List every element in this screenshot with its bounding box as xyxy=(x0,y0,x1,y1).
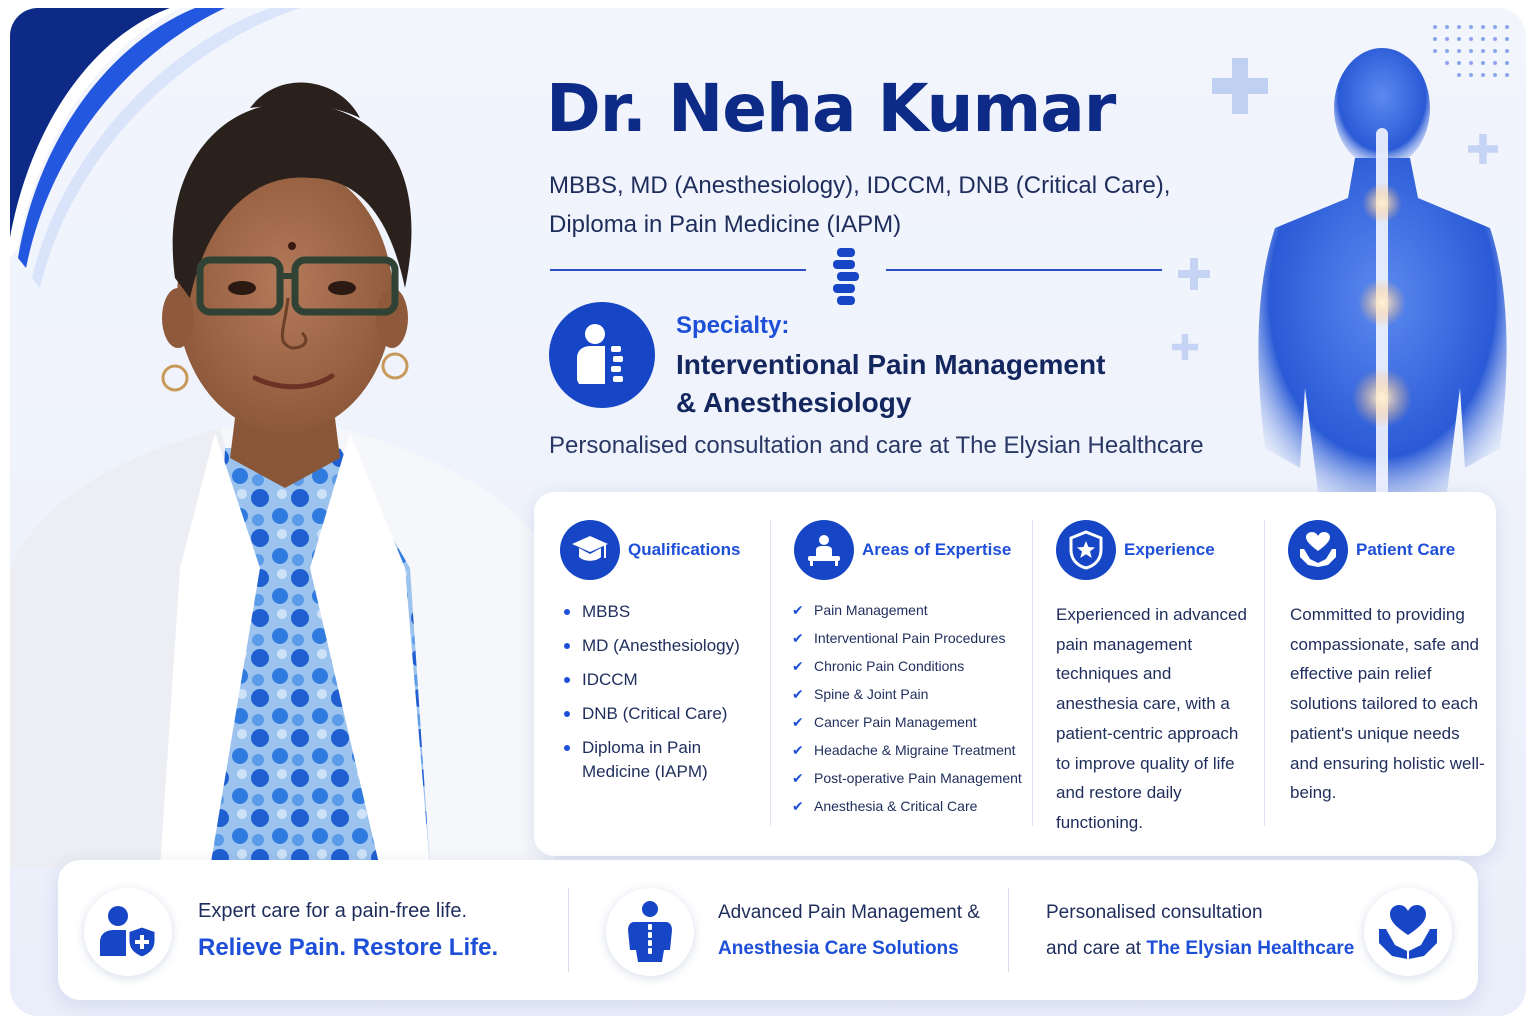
expertise-header xyxy=(794,520,1011,580)
list-item: MBBS xyxy=(564,600,744,624)
experience-header xyxy=(1056,520,1215,580)
check-icon: ✔ xyxy=(792,658,804,674)
divider-right xyxy=(886,269,1162,271)
qualifications-list xyxy=(564,600,744,794)
specialty-line: Interventional Pain Management xyxy=(676,349,1106,380)
qualifications-title: Qualifications xyxy=(628,540,741,559)
graduation-cap-icon xyxy=(560,520,620,580)
list-item: IDCCM xyxy=(564,668,744,692)
check-icon: ✔ xyxy=(792,770,804,786)
bottom-text-3b: and care at The Elysian Healthcare xyxy=(1046,938,1355,959)
qualifications-header xyxy=(560,520,740,580)
list-item: ✔ Interventional Pain Procedures xyxy=(792,630,1006,646)
specialty-line: & Anesthesiology xyxy=(676,387,912,418)
list-item: ✔ Cancer Pain Management xyxy=(792,714,977,730)
bottom-divider xyxy=(568,888,569,972)
expertise-list xyxy=(792,600,1022,824)
tagline: Personalised consultation and care at The Elysian Healthcare xyxy=(549,432,1204,459)
list-item: ✔ Headache & Migraine Treatment xyxy=(792,742,1016,758)
bottom-slogan: Relieve Pain. Restore Life. xyxy=(198,934,499,961)
doctor-portrait xyxy=(10,48,570,868)
bottom-text-1: Expert care for a pain-free life. xyxy=(198,900,468,922)
shield-star-icon xyxy=(1056,520,1116,580)
experience-text: Experienced in advanced pain management techniques and anesthesia care, with a patient-centric approach to improve quality of life and restore daily functioning. xyxy=(1056,605,1247,832)
check-icon: ✔ xyxy=(792,742,804,758)
plus-decoration xyxy=(1468,134,1498,164)
list-item: ✔ Post-operative Pain Management xyxy=(792,770,1022,786)
list-item: MD (Anesthesiology) xyxy=(564,634,744,658)
check-icon: ✔ xyxy=(792,798,804,814)
list-item: ✔ Anesthesia & Critical Care xyxy=(792,798,978,814)
patient-care-header xyxy=(1288,520,1455,580)
bottom-divider xyxy=(1008,888,1009,972)
bottom-banner xyxy=(58,860,1478,1000)
check-icon: ✔ xyxy=(792,686,804,702)
hands-heart-icon xyxy=(1288,520,1348,580)
expertise-title: Areas of Expertise xyxy=(862,540,1012,559)
list-item: DNB (Critical Care) xyxy=(564,702,744,726)
plus-decoration xyxy=(1212,58,1268,114)
bottom-text-2b: Anesthesia Care Solutions xyxy=(718,938,959,959)
profile-card xyxy=(10,8,1526,1016)
person-shield-icon xyxy=(84,888,172,976)
experience-title: Experience xyxy=(1124,540,1215,559)
credentials-line: Diploma in Pain Medicine (IAPM) xyxy=(549,211,902,238)
specialty-title xyxy=(676,346,1196,422)
patient-care-title: Patient Care xyxy=(1356,540,1456,559)
qualifications-column xyxy=(534,492,760,856)
check-icon: ✔ xyxy=(792,602,804,618)
experience-column xyxy=(1032,492,1264,856)
spine-icon xyxy=(825,246,867,306)
expertise-column xyxy=(770,492,1032,856)
divider-left xyxy=(550,269,806,271)
patient-bed-icon xyxy=(794,520,854,580)
patient-care-text: Committed to providing compassionate, safe and effective pain relief solutions tailored to each patient's unique needs and ensuring holistic well-being. xyxy=(1290,605,1485,803)
doctor-credentials xyxy=(549,166,1249,244)
list-item: ✔ Chronic Pain Conditions xyxy=(792,658,965,674)
check-icon: ✔ xyxy=(792,714,804,730)
patient-care-column xyxy=(1264,492,1496,856)
list-item: Diploma in Pain Medicine (IAPM) xyxy=(564,736,744,784)
specialty-label: Specialty: xyxy=(676,312,790,339)
bottom-text-3: Personalised consultation xyxy=(1046,902,1263,923)
spine-body-icon xyxy=(606,888,694,976)
check-icon: ✔ xyxy=(792,630,804,646)
hands-heart-icon xyxy=(1364,888,1452,976)
pain-management-icon xyxy=(549,302,655,408)
info-panel xyxy=(534,492,1496,856)
bottom-text-2: Advanced Pain Management & xyxy=(718,902,980,923)
credentials-line: MBBS, MD (Anesthesiology), IDCCM, DNB (Critical Care), xyxy=(549,172,1171,199)
list-item: ✔ Pain Management xyxy=(792,602,928,618)
doctor-name: Dr. Neha Kumar xyxy=(546,70,1116,147)
list-item: ✔ Spine & Joint Pain xyxy=(792,686,929,702)
dot-pattern-decoration xyxy=(1430,22,1520,112)
plus-decoration xyxy=(1178,258,1210,290)
